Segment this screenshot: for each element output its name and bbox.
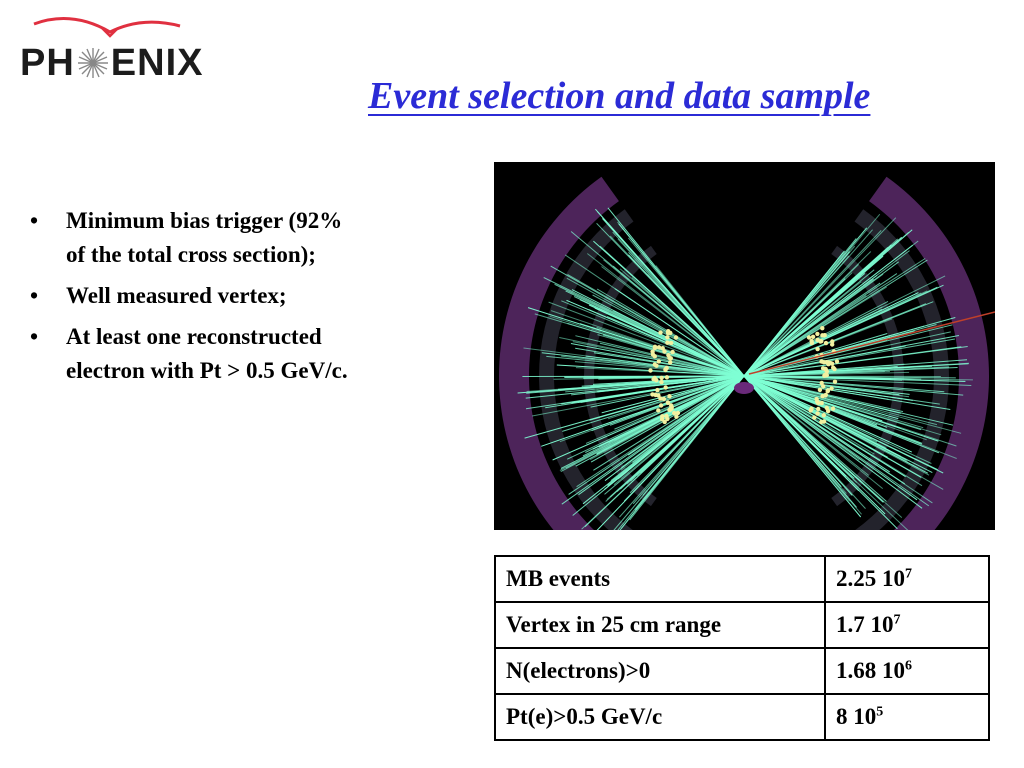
hit-point (659, 380, 663, 384)
hit-point (672, 411, 676, 415)
hit-point (660, 417, 664, 421)
track-line (611, 376, 744, 481)
event-display-image (494, 162, 995, 530)
hit-point (654, 364, 658, 368)
logo-star-icon (76, 46, 110, 80)
hit-point (653, 346, 657, 350)
hit-point (657, 345, 661, 349)
hit-point (815, 347, 819, 351)
hit-point (653, 354, 657, 358)
hit-point (819, 359, 823, 363)
hit-point (815, 332, 819, 336)
hit-point (664, 414, 668, 418)
table-row (495, 602, 989, 648)
hit-point (650, 350, 654, 354)
bullet-icon: • (30, 283, 39, 308)
event-display-graphic (494, 162, 995, 530)
logo-wordmark (20, 44, 204, 82)
bullet-text: Minimum bias trigger (92% of the total cross section); (66, 208, 343, 267)
hit-point (667, 394, 671, 398)
table-cell-label: N(electrons)>0 (495, 648, 825, 694)
track-line (744, 246, 855, 376)
data-sample-table (494, 555, 990, 741)
hit-point (662, 397, 666, 401)
hit-point (821, 366, 825, 370)
table-cell-value: 1.68 $10^6$ (825, 648, 989, 694)
hit-point (807, 335, 811, 339)
table-row (495, 648, 989, 694)
table-cell-label: MB events (495, 556, 825, 602)
hit-point (655, 388, 659, 392)
hit-point (669, 341, 673, 345)
hit-point (656, 393, 660, 397)
beam-vertex (734, 382, 754, 394)
bullet-item (26, 279, 356, 313)
table-row (495, 556, 989, 602)
hit-point (657, 359, 661, 363)
hit-point (826, 360, 830, 364)
logo-arc-icon (32, 14, 182, 44)
hit-point (820, 333, 824, 337)
hit-point (822, 419, 826, 423)
hit-point (668, 331, 672, 335)
hit-point (663, 368, 667, 372)
hit-point (833, 380, 837, 384)
hit-point (812, 415, 816, 419)
phenix-logo (18, 14, 218, 84)
logo-text-left: PH (20, 42, 75, 84)
logo-text-right: ENIX (110, 42, 204, 84)
hit-point (674, 335, 678, 339)
hit-point (648, 368, 652, 372)
hit-point (835, 359, 839, 363)
table-row (495, 694, 989, 740)
hit-point (816, 407, 820, 411)
bullet-text: Well measured vertex; (66, 283, 287, 308)
hit-point (815, 338, 819, 342)
bullet-list (26, 204, 356, 395)
table-cell-label: Pt(e)>0.5 GeV/c (495, 694, 825, 740)
hit-point (830, 339, 834, 343)
table-cell-label: Vertex in 25 cm range (495, 602, 825, 648)
table-cell-value: 2.25 $10^7$ (825, 556, 989, 602)
hit-point (659, 376, 663, 380)
hit-point (818, 388, 822, 392)
table-cell-value: 1.7 $10^7$ (825, 602, 989, 648)
hit-point (659, 403, 663, 407)
hit-point (825, 369, 829, 373)
table-cell-value: 8 $10^5$ (825, 694, 989, 740)
hit-point (826, 409, 830, 413)
hit-point (824, 341, 828, 345)
hit-point (674, 415, 678, 419)
hit-point (664, 385, 668, 389)
hit-point (809, 408, 813, 412)
hit-point (831, 406, 835, 410)
hit-point (667, 356, 671, 360)
hit-point (821, 384, 825, 388)
hit-point (656, 408, 660, 412)
hit-point (670, 350, 674, 354)
hit-point (815, 411, 819, 415)
bullet-icon: • (30, 208, 39, 233)
hit-point (825, 373, 829, 377)
hit-point (829, 386, 833, 390)
hit-point (658, 330, 662, 334)
hit-point (661, 346, 665, 350)
hit-point (820, 401, 824, 405)
hit-point (823, 393, 827, 397)
hit-point (809, 339, 813, 343)
hit-point (822, 413, 826, 417)
hit-point (826, 389, 830, 393)
hit-point (811, 335, 815, 339)
hit-point (820, 326, 824, 330)
hit-point (650, 392, 654, 396)
hit-point (815, 399, 819, 403)
bullet-icon: • (30, 324, 39, 349)
hit-point (668, 360, 672, 364)
hit-point (665, 341, 669, 345)
bullet-item (26, 204, 356, 272)
page-title: Event selection and data sample (368, 75, 871, 117)
bullet-item (26, 320, 356, 388)
bullet-text: At least one reconstructed electron with Pt > 0.5 GeV/c. (66, 324, 348, 383)
hit-point (665, 375, 669, 379)
hit-point (654, 378, 658, 382)
hit-point (666, 401, 670, 405)
hit-point (831, 366, 835, 370)
hit-point (665, 335, 669, 339)
hit-point (667, 408, 671, 412)
